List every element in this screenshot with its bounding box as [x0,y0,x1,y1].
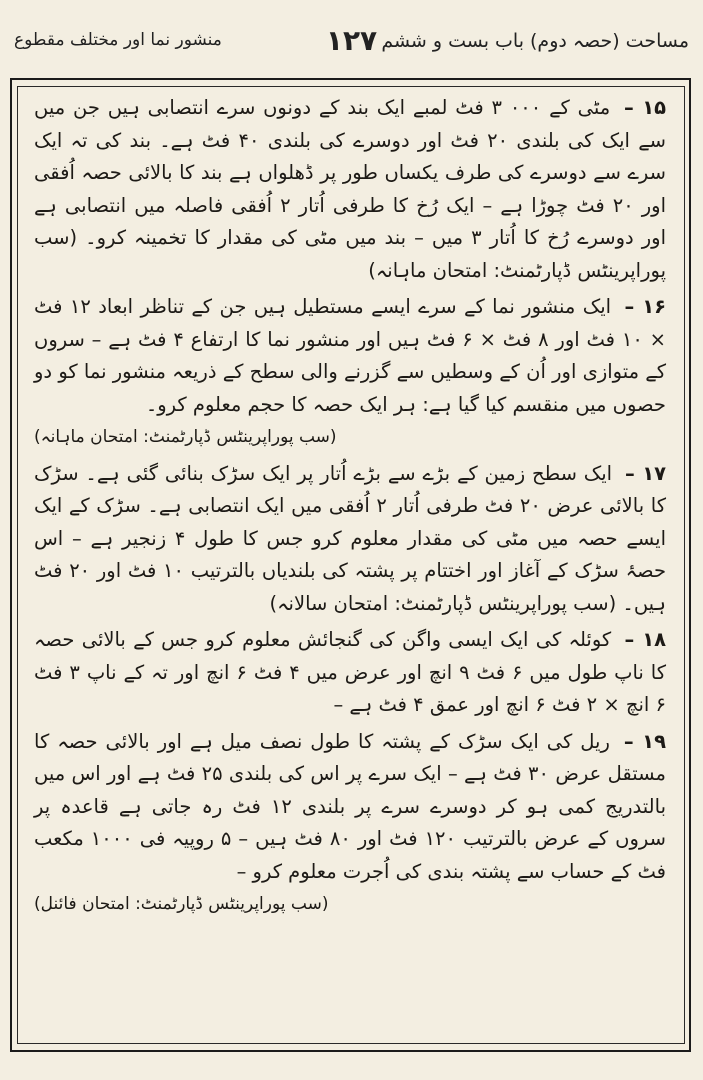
question-18 [34,624,666,722]
question-15 [34,92,666,287]
chapter-title: مساحت (حصہ دوم) باب بست و ششم [381,30,689,52]
question-number: ۱۸ – [624,628,666,651]
question-text: ایک سطح زمین کے بڑے سے بڑے اُتار پر ایک سڑک بنائی گئی ہے۔ سڑک کا بالائی عرض ۲۰ فٹ طرفی اُتار ۲ اُفقی میں ایک انتصابی ہے۔ سڑک کے ایک ایسے حصہ میں مٹی کی مقدار معلوم کرو جس کا طول ۴ زنجیر ہے – اس حصۂ سڑک کے آغاز اور اختتام پر پشتہ کی بلندیاں بالترتیب ۱۰ فٹ اور ۲۰ فٹ ہیں۔ [34,461,667,615]
question-number: ۱۷ – [624,461,666,485]
section-title: منشور نما اور مختلف مقطوع [14,30,222,50]
question-source: (سب پوراپرینٹس ڈپارٹمنٹ: امتحان ماہانہ) [34,226,666,282]
question-text: ایک منشور نما کے سرے ایسے مستطیل ہیں جن کے تناظر ابعاد ۱۲ فٹ × ۱۰ فٹ اور ۸ فٹ × ۶ فٹ ہیں اور منشور نما کا ارتفاع ۴ فٹ ہے – سروں کے متوازی اور اُن کے وسطیں سے گزرنے والی سطح کے ذریعہ منشور نما کو دو حصوں میں منقسم کیا گیا ہے: ہر ایک حصہ کا حجم معلوم کرو۔ [34,295,667,416]
question-19 [34,726,666,921]
question-number: ۱۵ – [624,96,666,119]
question-number: ۱۹ – [623,729,666,753]
question-text: کوئلہ کی ایک ایسی واگن کی گنجائش معلوم کرو جس کے بالائی حصہ کا ناپ طول میں ۶ فٹ ۹ انچ اور عرض میں ۴ فٹ ۶ انچ اور تہ کے ناپ ۳ فٹ ۶ انچ × ۲ فٹ ۶ انچ اور عمق ۴ فٹ ہے – [34,628,667,716]
question-source: (سب پوراپرینٹس ڈپارٹمنٹ: امتحان فائنل) [34,894,329,914]
question-text: مٹی کے ۰۰۰ ۳ فٹ لمبے ایک بند کے دونوں سرے انتصابی ہیں جن میں سے ایک کی بلندی ۲۰ فٹ اور دوسرے کی بلندی ۴۰ فٹ ہے۔ بند کی تہ ایک سرے سے دوسرے کی طرف یکساں طور پر ڈھلواں ہے بند کا بالائی حصہ اُفقی اور ۲۰ فٹ چوڑا ہے – ایک رُخ کا طرفی اُتار ۲ اُفقی فاصلہ میں انتصابی ہے اور دوسرے رُخ کا اُتار ۳ میں – بند میں مٹی کی مقدار کا تخمینہ کرو۔ [34,96,666,249]
question-number: ۱۶ – [624,295,666,318]
question-source: (سب پوراپرینٹس ڈپارٹمنٹ: امتحان سالانہ) [269,591,617,615]
question-text: ریل کی ایک سڑک کے پشتہ کا طول نصف میل ہے اور بالائی حصہ کا مستقل عرض ۳۰ فٹ ہے – ایک سرے پر اس کی بلندی ۲۵ فٹ ہے اور اس میں بالتدریج کمی ہو کر دوسرے سرے پر بلندی ۱۲ فٹ رہ جاتی ہے قاعدہ پر سروں کے عرض بالترتیب ۱۲۰ فٹ اور ۸۰ فٹ ہیں – ۵ روپیہ فی ۱۰۰۰ مکعب فٹ کے حساب سے پشتہ بندی کی اُجرت معلوم کرو – [34,729,666,883]
running-header [14,26,689,66]
question-source: (سب پوراپرینٹس ڈپارٹمنٹ: امتحان ماہانہ) [34,427,337,447]
question-17 [34,458,666,621]
exercise-text [34,92,666,1032]
question-16 [34,291,666,454]
page-number: ۱۲۷ [325,24,378,57]
